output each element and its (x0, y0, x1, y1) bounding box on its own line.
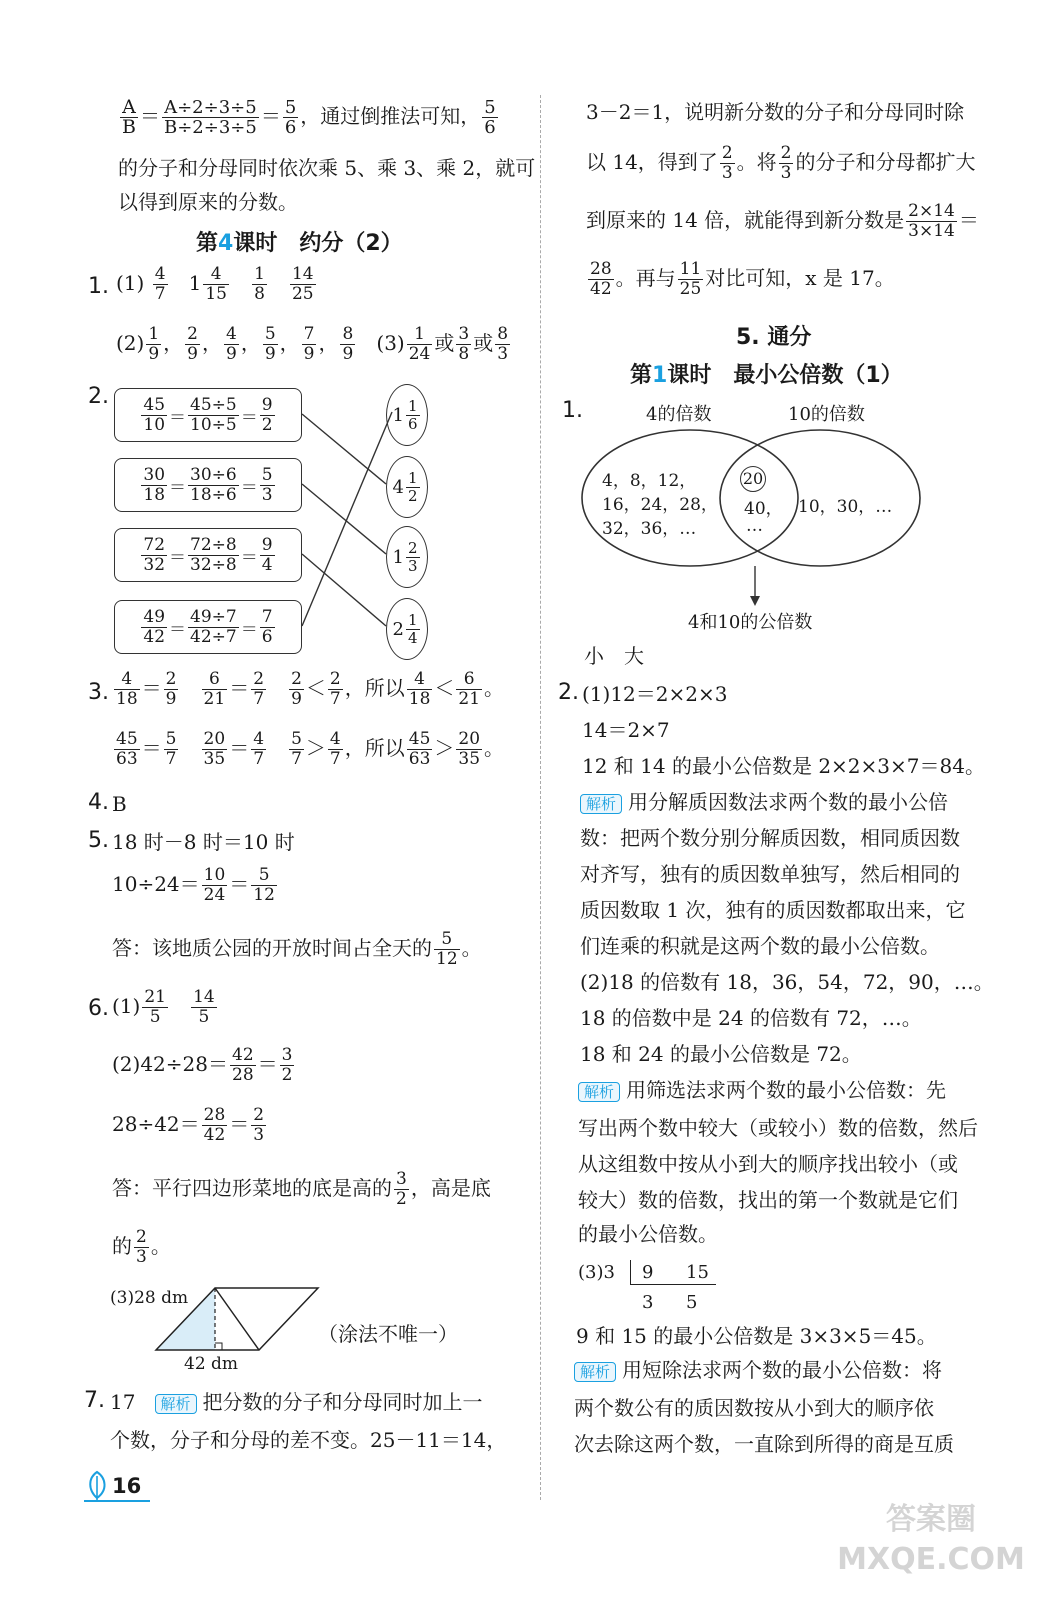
q7-label: 7. (84, 1388, 105, 1413)
short-division-underline (630, 1284, 716, 1285)
r2-explain-2-l1: 解析 用筛选法求两个数的最小公倍数：先 (578, 1078, 946, 1102)
q2-matching-lines (0, 0, 540, 700)
q5-label: 5. (88, 828, 109, 853)
analysis-tag: 解析 (155, 1394, 197, 1414)
q6-part3-base: 42 dm (184, 1354, 239, 1374)
q6-answer-l2: 的 $\frac{2}{3}$ 。 (112, 1227, 171, 1267)
r2-div-top-2: 15 (686, 1262, 709, 1283)
r2-explain-1-l1: 解析 用分解质因数法求两个数的最小公倍 (580, 790, 948, 814)
q3-line-1: $\frac{4}{18}$ ＝ $\frac{2}{9}$ $\frac{6}{21}$ ＝ $\frac{2}{7}$ $\frac{2}{9}$ ＜ $\frac{2}{7}$ ，所以 $\frac{4}{18}$ ＜ $\frac{6}{21}$ 。 (116, 669, 505, 709)
analysis-tag: 解析 (580, 794, 622, 814)
q3-line-2: $\frac{45}{63}$ ＝ $\frac{5}{7}$ $\frac{20}{35}$ ＝ $\frac{4}{7}$ $\frac{5}{7}$ ＞ $\frac{4}{7}$ ，所以 $\frac{45}{63}$ ＞ $\frac{20}{35}$ 。 (116, 729, 505, 769)
q5-answer: 答：该地质公园的开放时间占全天的 $\frac{5}{12}$ 。 (112, 929, 482, 969)
q6-part1: (1) $\frac{21}{5}$ $\frac{14}{5}$ (112, 987, 215, 1027)
page-number: 16 (112, 1474, 142, 1498)
q1-label: 1. (88, 274, 109, 299)
leaf-icon (84, 1470, 110, 1502)
r2-line-3: 12 和 14 的最小公倍数是 2×2×3×7＝84。 (582, 754, 985, 778)
page-number-underline (84, 1500, 150, 1502)
venn-mid-item-2: … (746, 516, 763, 536)
r2-line-7: 9 和 15 的最小公倍数是 3×3×5＝45。 (576, 1324, 937, 1348)
q6-part2-a: (2)42÷28＝ $\frac{42}{28}$ ＝ $\frac{3}{2}$ (112, 1045, 293, 1085)
right-cont-2: 以 14，得到了 $\frac{2}{3}$ 。将 $\frac{2}{3}$ 的分子和分母都扩大 (586, 143, 976, 183)
q2-box-2: 30 18 ＝ 30÷6 18÷6 ＝ 5 3 (114, 458, 302, 512)
r2-line-6: 18 和 24 的最小公倍数是 72。 (580, 1042, 862, 1066)
q6-part3-note: （涂法不唯一） (318, 1322, 458, 1346)
r2-explain-3-l2: 两个数公有的质因数按从小到大的顺序依 (574, 1396, 934, 1420)
venn-mid-item-1: 40， (744, 499, 783, 519)
q4-label: 4. (88, 790, 109, 815)
r2-explain-1-l5: 们连乘的积就是这两个数的最小公倍数。 (580, 934, 940, 958)
diagonal (215, 1288, 259, 1350)
r2-line-4: (2)18 的倍数有 18，36，54，72，90，…。 (580, 970, 994, 994)
r2-div-top-1: 9 (642, 1262, 654, 1283)
r2-div-bot-2: 5 (686, 1292, 698, 1313)
right-angle-mark (215, 1343, 222, 1350)
intro-line-1: $\frac{A}{B}$ ＝ $\frac{A\div 2\div 3\div 5}{B\div 2\div 3\div 5}$ ＝ $\frac{5}{6}$ ，通过倒推法可知， $\frac{5}{6}$ (122, 96, 496, 138)
section-title-left: 第4课时 约分（2） (196, 231, 403, 256)
q6-answer-l1: 答：平行四边形菜地的底是高的 $\frac{3}{2}$ ，高是底 (112, 1169, 491, 1209)
venn-right-label: 10的倍数 (788, 404, 865, 425)
venn-mid-circled: 20 (740, 466, 766, 492)
r2-explain-1-l3: 对齐写，独有的质因数单独写，然后相同的 (580, 862, 960, 886)
r2-explain-1-l4: 质因数取 1 次，独有的质因数都取出来，它 (580, 898, 966, 922)
r2-explain-2-l5: 的最小公倍数。 (578, 1222, 718, 1246)
r2-label: 2. (558, 680, 579, 705)
r2-part3-label: (3)3 (578, 1262, 615, 1283)
q6-label: 6. (88, 996, 109, 1021)
match-line-1 (302, 414, 386, 484)
section-title-right: 第1课时 最小公倍数（1） (630, 363, 903, 388)
r2-explain-2-l2: 写出两个数中较大（或较小）数的倍数，然后 (578, 1116, 978, 1140)
match-line-3 (302, 554, 386, 626)
watermark: 答案圈 MXQE.COM (837, 1502, 1025, 1577)
r2-div-bot-1: 3 (642, 1292, 654, 1313)
q2-circle-3: 1 2 3 (386, 526, 428, 588)
short-division-bar (630, 1260, 631, 1284)
r1-label: 1. (562, 398, 583, 423)
r2-explain-3-l1: 解析 用短除法求两个数的最小公倍数：将 (574, 1358, 942, 1382)
chapter-title: 5. 通分 (736, 325, 812, 350)
right-cont-3: 到原来的 14 倍，就能得到新分数是 $\frac{2\times 14}{3\times 14}$ ＝ (586, 201, 979, 241)
q5-line-1: 18 时－8 时＝10 时 (112, 830, 295, 854)
q2-box-3: 72 32 ＝ 72÷8 32÷8 ＝ 9 4 (114, 528, 302, 582)
q2-circle-4: 2 1 4 (386, 598, 428, 660)
analysis-tag: 解析 (574, 1362, 616, 1382)
q2-box-1: 45 10 ＝ 45÷5 10÷5 ＝ 9 2 (114, 388, 302, 442)
r2-explain-2-l3: 从这组数中按从小到大的顺序找出较小（或 (578, 1152, 958, 1176)
q6-part3-label: (3)28 dm (110, 1288, 189, 1308)
analysis-tag: 解析 (578, 1082, 620, 1102)
venn-left-item-3: 32，36，… (602, 519, 697, 539)
q2-circle-2: 4 1 2 (386, 456, 428, 518)
q7-line-2: 个数，分子和分母的差不变。25－11＝14， (110, 1428, 507, 1452)
q6-part2-b: 28÷42＝ $\frac{28}{42}$ ＝ $\frac{2}{3}$ (112, 1105, 265, 1145)
right-cont-4: $\frac{28}{42}$ 。再与 $\frac{11}{25}$ 对比可知，x 是 17。 (590, 259, 895, 299)
q2-circle-1: 1 1 6 (386, 384, 428, 446)
venn-arrow-head (750, 596, 760, 606)
q1-part2-3: (2) $\frac{1}{9}$ ， $\frac{2}{9}$ ， $\frac{4}{9}$ ， $\frac{5}{9}$ ， $\frac{7}{9}$ ， $\frac{8}{9}$ (3) $\frac{1}{24}$ 或 $\frac{3}{8}$ 或 $\frac{8}{3}$ (116, 324, 509, 364)
q1-part1: (1) $\frac{4}{7}$ 1 $\frac{4}{15}$ $\frac{1}{8}$ $\frac{14}{25}$ (116, 264, 314, 304)
q3-label: 3. (88, 680, 109, 705)
r2-explain-1-l2: 数：把两个数分别分解质因数，相同质因数 (580, 826, 960, 850)
q5-line-2: 10÷24＝ $\frac{10}{24}$ ＝ $\frac{5}{12}$ (112, 865, 275, 905)
venn-arrow-label: 4和10的公倍数 (688, 612, 813, 633)
venn-left-item-1: 4，8，12， (602, 471, 697, 491)
r2-explain-3-l3: 次去除这两个数，一直除到所得的商是互质 (574, 1432, 954, 1456)
venn-right-items: 10，30，… (798, 497, 893, 517)
venn-left-item-2: 16，24，28， (602, 495, 718, 515)
column-divider (540, 95, 541, 1500)
right-cont-1: 3－2＝1，说明新分数的分子和分母同时除 (586, 100, 965, 124)
r2-explain-2-l4: 较大）数的倍数，找出的第一个数就是它们 (578, 1188, 958, 1212)
q4-answer: B (112, 792, 127, 816)
r2-line-1: (1)12＝2×2×3 (582, 682, 728, 706)
intro-line-2: 的分子和分母同时依次乘 5、乘 3、乘 2，就可 (118, 156, 536, 180)
r2-line-2: 14＝2×7 (582, 718, 670, 742)
q2-box-4: 49 42 ＝ 49÷7 42÷7 ＝ 7 6 (114, 600, 302, 654)
intro-line-3: 以得到原来的分数。 (118, 190, 298, 214)
parallelogram-diagram (150, 1282, 330, 1362)
r2-line-5: 18 的倍数中是 24 的倍数有 72，…。 (580, 1006, 922, 1030)
r1-small-big: 小 大 (584, 644, 644, 668)
q2-label: 2. (88, 384, 109, 409)
venn-left-label: 4的倍数 (646, 404, 712, 425)
match-line-2 (302, 484, 386, 554)
match-line-4 (302, 412, 392, 626)
q7-line-1: 17 解析 把分数的分子和分母同时加上一 (110, 1390, 483, 1414)
